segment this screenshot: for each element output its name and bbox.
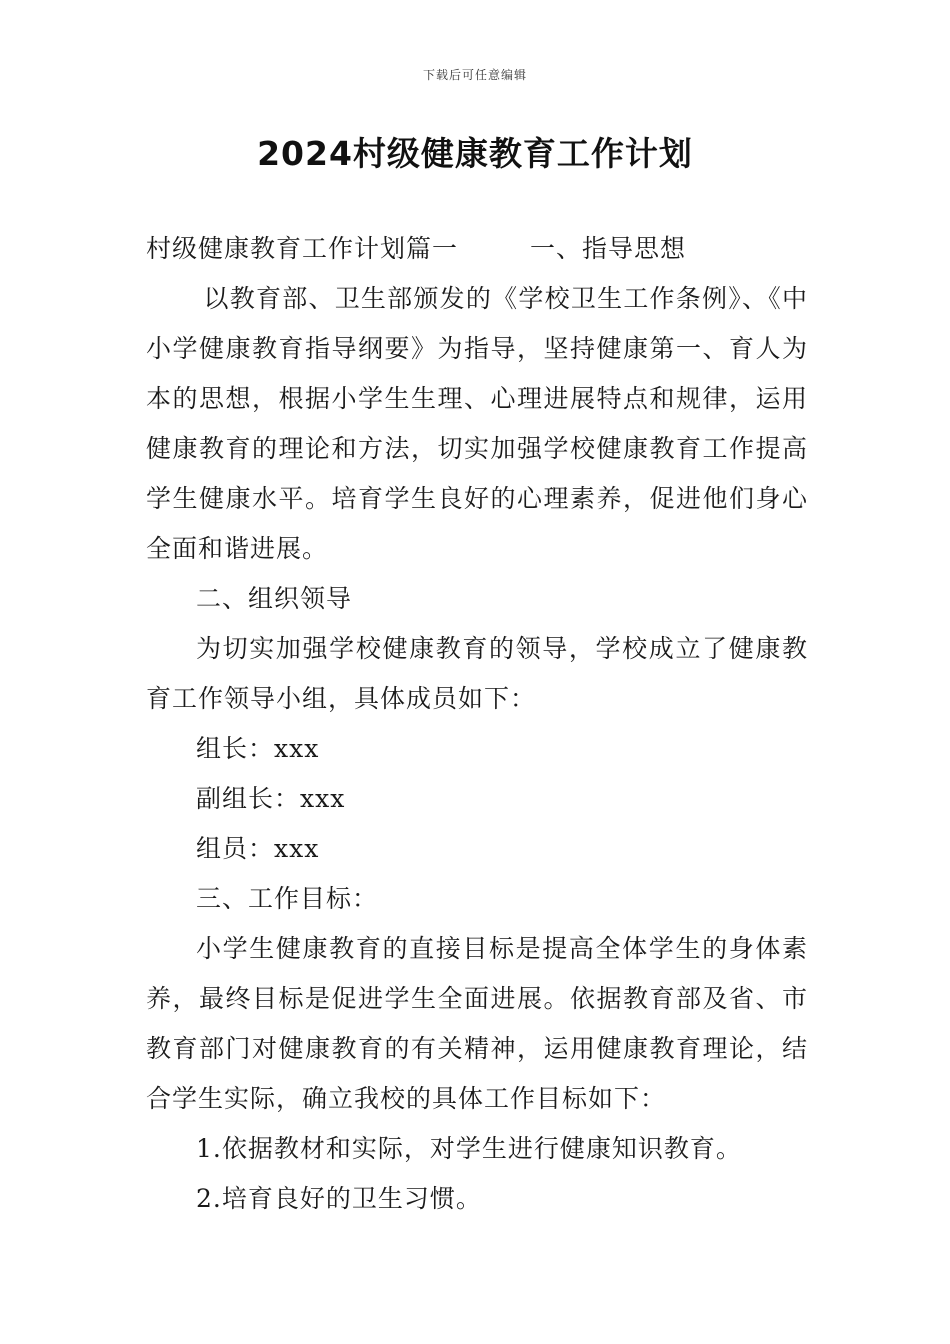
- intro-line: [146, 224, 808, 274]
- goal-item-1: 1.依据教材和实际，对学生进行健康知识教育。: [196, 1134, 742, 1163]
- deputy-line: 副组长：xxx: [196, 784, 346, 813]
- document-body: [146, 224, 808, 1224]
- section-three-heading: 三、工作目标：: [196, 884, 379, 913]
- leader-line: 组长：xxx: [196, 734, 320, 763]
- org-intro-paragraph: 为切实加强学校健康教育的领导，学校成立了健康教育工作领导小组，具体成员如下：: [146, 634, 808, 713]
- chapter-heading: 村级健康教育工作计划篇一: [146, 234, 459, 263]
- document-title: 2024村级健康教育工作计划: [257, 134, 693, 173]
- goal-item-2: 2.培育良好的卫生习惯。: [196, 1184, 482, 1213]
- section-one-heading: 一、指导思想: [530, 234, 687, 263]
- member-line: 组员：xxx: [196, 834, 320, 863]
- section-two-heading: 二、组织领导: [196, 584, 353, 613]
- goals-paragraph: 小学生健康教育的直接目标是提高全体学生的身体素养，最终目标是促进学生全面进展。依据教育部及省、市教育部门对健康教育的有关精神，运用健康教育理论，结合学生实际，确立我校的具体工作目标如下：: [146, 934, 808, 1113]
- header-note: 下载后可任意编辑: [422, 68, 527, 82]
- guiding-paragraph: 以教育部、卫生部颁发的《学校卫生工作条例》、《中小学健康教育指导纲要》为指导，坚持健康第一、育人为本的思想，根据小学生生理、心理进展特点和规律，运用健康教育的理论和方法，切实加强学校健康教育工作提高学生健康水平。培育学生良好的心理素养，促进他们身心全面和谐进展。: [146, 284, 808, 563]
